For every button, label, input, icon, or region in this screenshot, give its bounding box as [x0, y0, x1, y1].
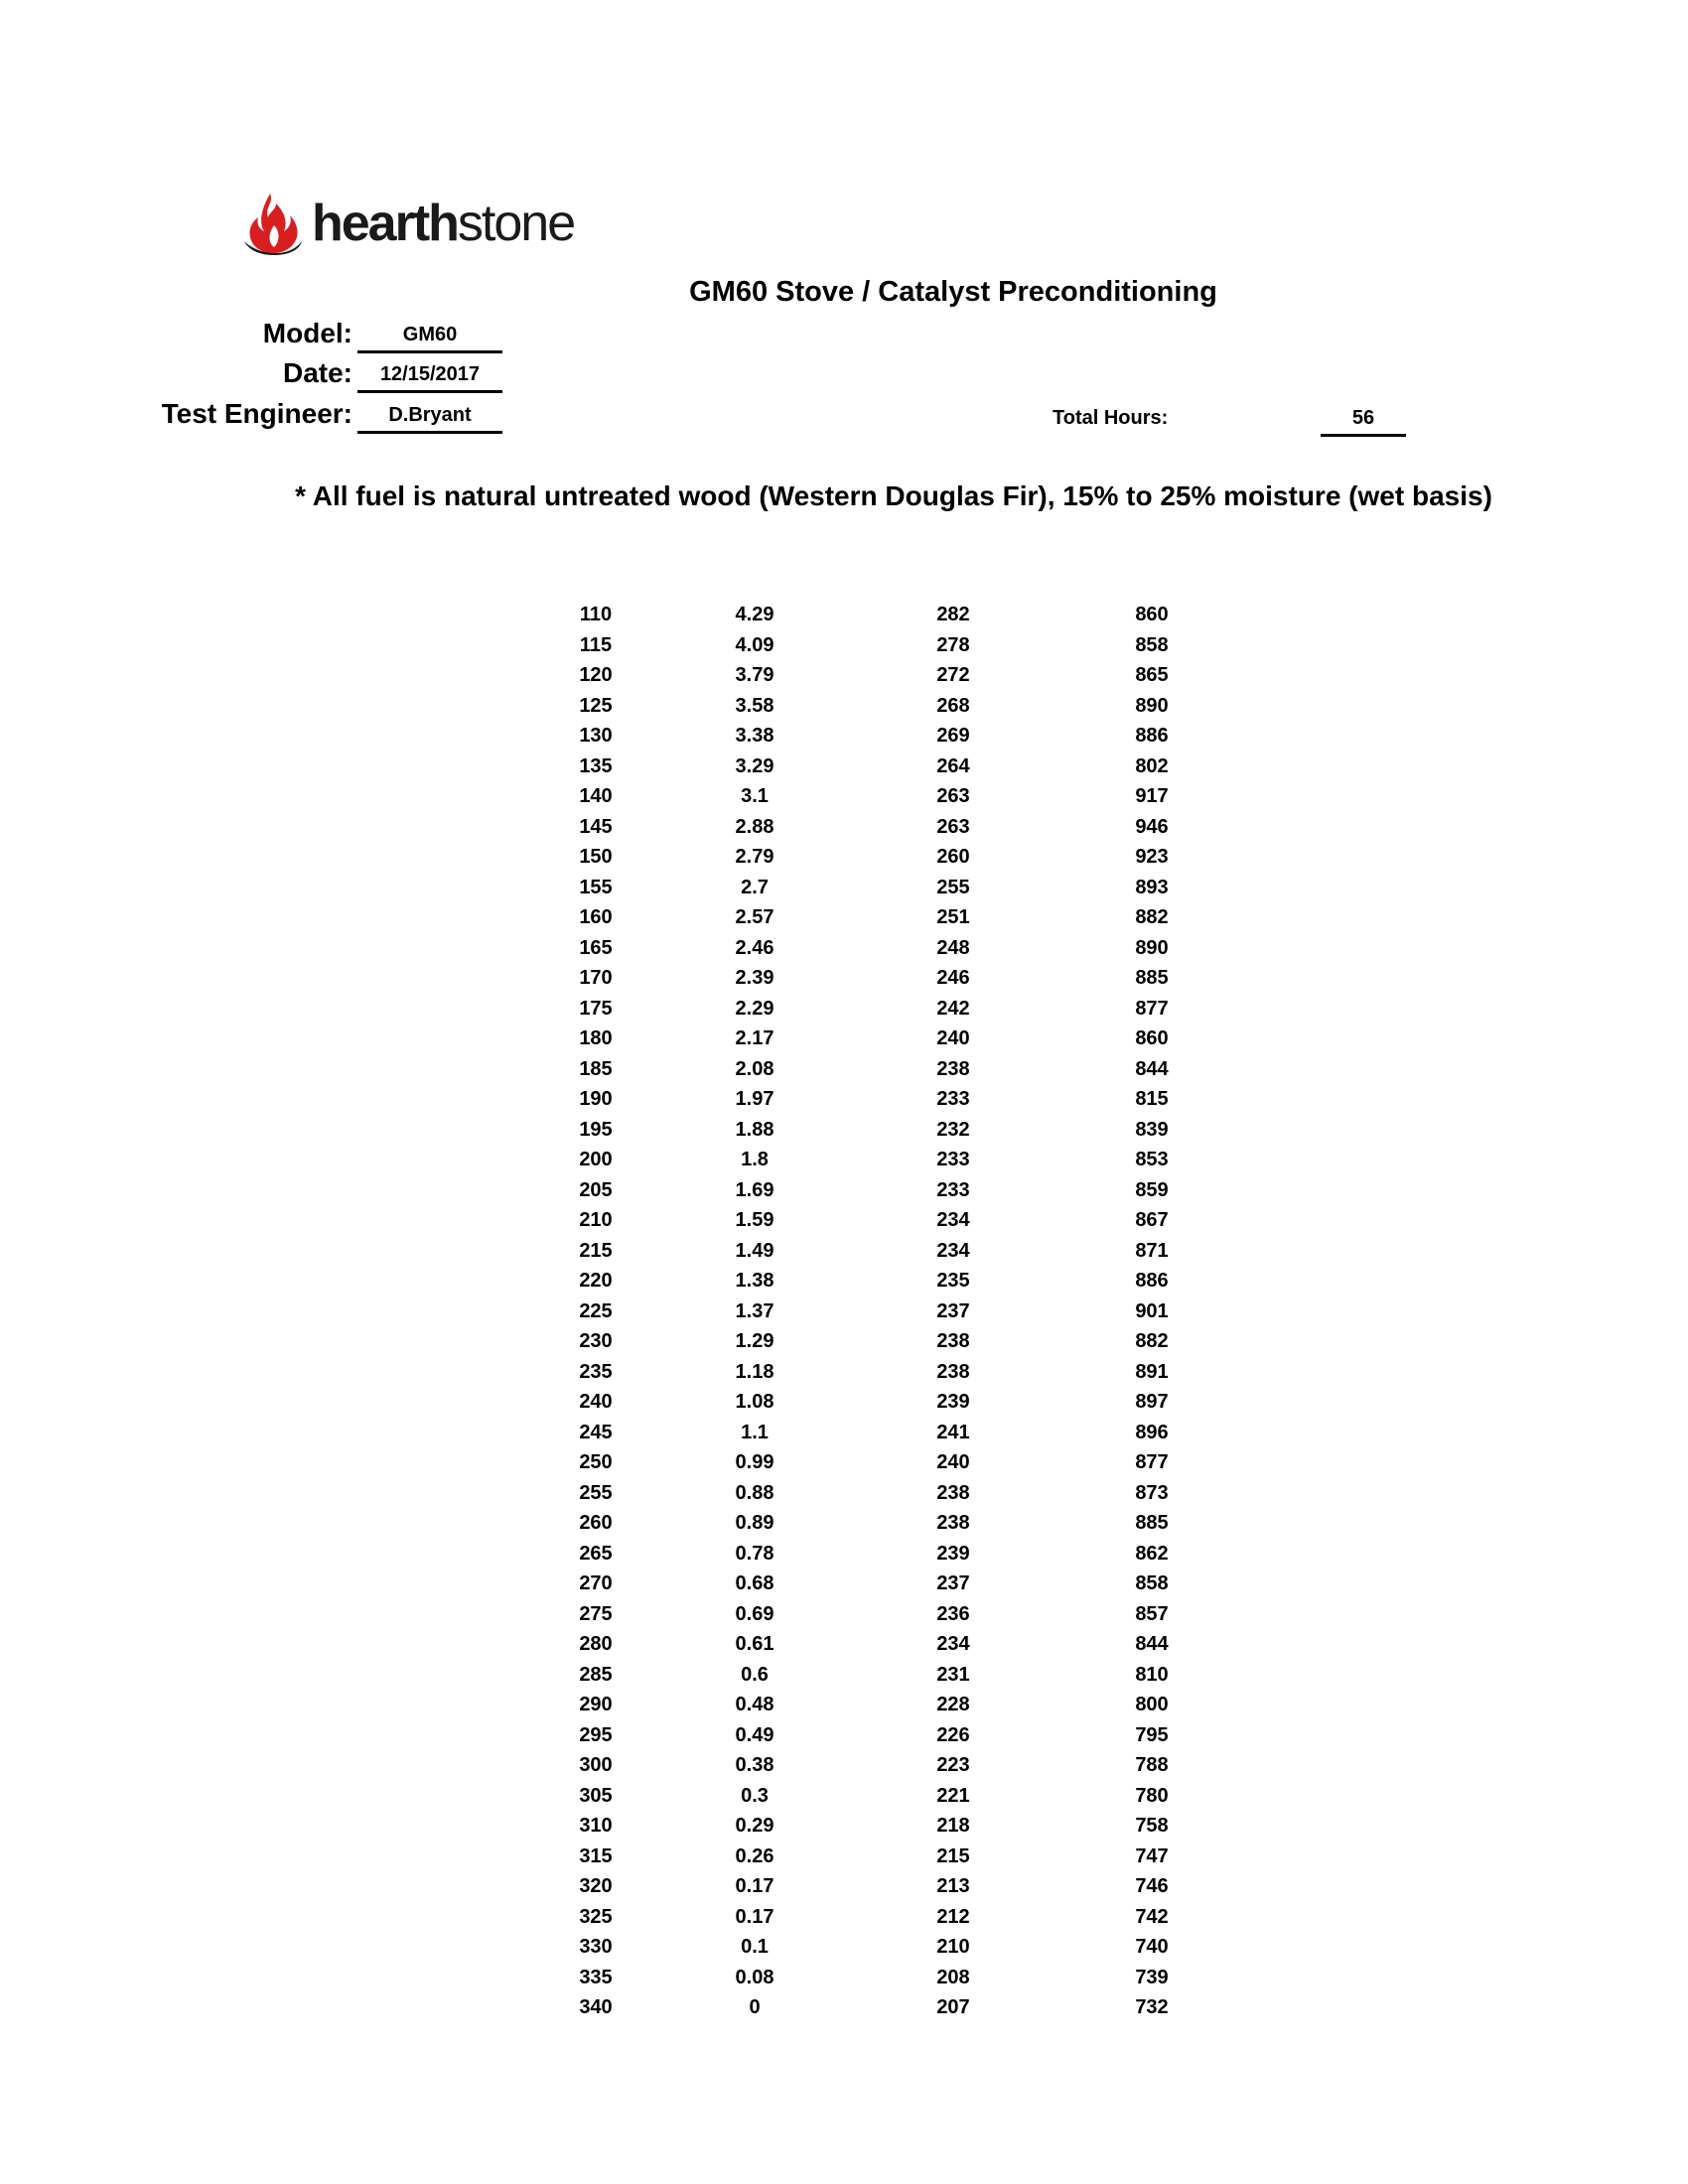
table-cell: 234: [936, 1633, 970, 1655]
test-engineer-label: Test Engineer:: [161, 398, 352, 429]
table-cell: 788: [1135, 1754, 1169, 1776]
table-cell: 278: [936, 633, 970, 656]
table-row: [536, 1871, 1251, 1902]
table-cell: 225: [579, 1299, 613, 1322]
table-cell: 0.49: [735, 1723, 774, 1746]
table-cell: 1.38: [735, 1270, 774, 1292]
table-row: [536, 902, 1251, 933]
table-cell: 155: [579, 876, 613, 898]
table-cell: 207: [936, 1996, 970, 2018]
table-cell: 250: [579, 1451, 613, 1473]
table-cell: 1.1: [741, 1421, 769, 1443]
table-cell: 120: [579, 664, 613, 686]
table-row: [536, 721, 1251, 751]
table-cell: 234: [936, 1239, 970, 1262]
table-cell: 285: [579, 1663, 613, 1686]
table-cell: 946: [1135, 815, 1169, 838]
table-cell: 210: [936, 1936, 970, 1958]
table-cell: 2.79: [735, 846, 774, 868]
table-cell: 160: [579, 906, 613, 928]
table-cell: 264: [936, 754, 970, 777]
table-cell: 150: [579, 846, 613, 868]
table-cell: 238: [936, 1330, 970, 1352]
table-cell: 275: [579, 1602, 613, 1625]
table-cell: 860: [1135, 1027, 1169, 1049]
table-cell: 263: [936, 815, 970, 838]
table-row: [536, 1357, 1251, 1388]
table-cell: 190: [579, 1088, 613, 1110]
table-cell: 208: [936, 1966, 970, 1988]
table-cell: 295: [579, 1723, 613, 1746]
table-cell: 897: [1135, 1391, 1169, 1413]
table-cell: 865: [1135, 664, 1169, 686]
table-cell: 235: [936, 1270, 970, 1292]
table-cell: 0.1: [741, 1936, 769, 1958]
table-cell: 238: [936, 1360, 970, 1383]
table-row: [536, 1932, 1251, 1963]
table-cell: 212: [936, 1905, 970, 1928]
table-cell: 890: [1135, 694, 1169, 717]
table-row: [536, 1297, 1251, 1327]
table-cell: 238: [936, 1057, 970, 1080]
table-row: [536, 660, 1251, 691]
table-cell: 795: [1135, 1723, 1169, 1746]
table-row: [536, 1690, 1251, 1720]
table-cell: 3.58: [735, 694, 774, 717]
table-cell: 0.88: [735, 1481, 774, 1504]
table-cell: 215: [579, 1239, 613, 1262]
table-cell: 310: [579, 1815, 613, 1837]
table-cell: 238: [936, 1512, 970, 1534]
table-cell: 877: [1135, 1451, 1169, 1473]
table-row: [536, 1508, 1251, 1539]
table-cell: 230: [579, 1330, 613, 1352]
table-cell: 0.29: [735, 1815, 774, 1837]
table-cell: 740: [1135, 1936, 1169, 1958]
table-cell: 135: [579, 754, 613, 777]
table-cell: 4.29: [735, 604, 774, 625]
table-row: [536, 873, 1251, 903]
table-cell: 923: [1135, 846, 1169, 868]
table-row: [536, 1175, 1251, 1206]
table-cell: 1.08: [735, 1391, 774, 1413]
table-cell: 746: [1135, 1875, 1169, 1897]
table-row: [536, 1750, 1251, 1781]
date-value: 12/15/2017: [357, 363, 502, 393]
table-cell: 140: [579, 785, 613, 807]
table-row: [536, 1992, 1251, 2023]
table-cell: 335: [579, 1966, 613, 1988]
table-cell: 882: [1135, 1330, 1169, 1352]
total-hours-value: 56: [1321, 407, 1406, 437]
table-cell: 0.99: [735, 1451, 774, 1473]
table-cell: 305: [579, 1784, 613, 1807]
table-cell: 893: [1135, 876, 1169, 898]
table-cell: 228: [936, 1694, 970, 1715]
table-row: [536, 1266, 1251, 1297]
table-row: [536, 1145, 1251, 1175]
table-cell: 857: [1135, 1602, 1169, 1625]
table-cell: 315: [579, 1844, 613, 1867]
table-cell: 242: [936, 997, 970, 1020]
table-cell: 732: [1135, 1996, 1169, 2018]
table-cell: 844: [1135, 1633, 1169, 1655]
table-cell: 263: [936, 785, 970, 807]
fuel-note: * All fuel is natural untreated wood (Western Douglas Fir), 15% to 25% moisture (wet basis): [295, 480, 1492, 511]
table-cell: 858: [1135, 1572, 1169, 1594]
table-cell: 885: [1135, 967, 1169, 989]
table-row: [536, 994, 1251, 1024]
table-cell: 3.38: [735, 725, 774, 747]
table-cell: 205: [579, 1178, 613, 1201]
table-cell: 0.3: [741, 1784, 769, 1807]
table-row: [536, 1115, 1251, 1146]
table-cell: 270: [579, 1572, 613, 1594]
table-cell: 170: [579, 967, 613, 989]
table-cell: 2.39: [735, 967, 774, 989]
table-cell: 739: [1135, 1966, 1169, 1988]
model-label: Model:: [262, 318, 352, 348]
table-cell: 860: [1135, 604, 1169, 625]
table-cell: 180: [579, 1027, 613, 1049]
table-cell: 215: [936, 1844, 970, 1867]
table-row: [536, 1842, 1251, 1872]
table-cell: 238: [936, 1481, 970, 1504]
table-cell: 213: [936, 1875, 970, 1897]
table-cell: 839: [1135, 1118, 1169, 1141]
table-cell: 844: [1135, 1057, 1169, 1080]
table-cell: 300: [579, 1754, 613, 1776]
table-cell: 859: [1135, 1178, 1169, 1201]
table-cell: 0: [749, 1996, 761, 2018]
table-cell: 886: [1135, 1270, 1169, 1292]
flame-icon: [240, 192, 308, 255]
table-cell: 2.29: [735, 997, 774, 1020]
table-cell: 185: [579, 1057, 613, 1080]
date-label: Date:: [282, 357, 352, 388]
table-cell: 1.18: [735, 1360, 774, 1383]
table-row: [536, 1539, 1251, 1570]
table-row: [536, 842, 1251, 873]
table-cell: 272: [936, 664, 970, 686]
table-cell: 1.88: [735, 1118, 774, 1141]
table-row: [536, 1418, 1251, 1448]
table-cell: 901: [1135, 1299, 1169, 1322]
table-cell: 0.61: [735, 1633, 774, 1655]
table-cell: 130: [579, 725, 613, 747]
table-cell: 235: [579, 1360, 613, 1383]
table-cell: 3.79: [735, 664, 774, 686]
table-cell: 2.46: [735, 936, 774, 959]
table-cell: 0.6: [741, 1663, 769, 1686]
table-cell: 218: [936, 1815, 970, 1837]
table-cell: 4.09: [735, 633, 774, 656]
table-cell: 891: [1135, 1360, 1169, 1383]
page-title: GM60 Stove / Catalyst Preconditioning: [689, 276, 1217, 308]
table-cell: 853: [1135, 1149, 1169, 1170]
table-cell: 236: [936, 1602, 970, 1625]
table-cell: 917: [1135, 785, 1169, 807]
table-cell: 340: [579, 1996, 613, 2018]
table-cell: 3.29: [735, 754, 774, 777]
table-cell: 800: [1135, 1694, 1169, 1715]
table-cell: 290: [579, 1694, 613, 1715]
table-cell: 240: [936, 1451, 970, 1473]
table-row: [536, 630, 1251, 661]
table-cell: 877: [1135, 997, 1169, 1020]
table-cell: 747: [1135, 1844, 1169, 1867]
table-cell: 1.29: [735, 1330, 774, 1352]
table-row: [536, 751, 1251, 782]
table-cell: 1.8: [741, 1149, 769, 1170]
table-cell: 0.17: [735, 1905, 774, 1928]
table-row: [536, 1024, 1251, 1054]
model-value: GM60: [357, 324, 502, 353]
table-cell: 886: [1135, 725, 1169, 747]
table-cell: 248: [936, 936, 970, 959]
table-cell: 2.57: [735, 906, 774, 928]
table-cell: 1.37: [735, 1299, 774, 1322]
table-cell: 2.88: [735, 815, 774, 838]
table-cell: 234: [936, 1209, 970, 1231]
table-cell: 245: [579, 1421, 613, 1443]
table-cell: 0.08: [735, 1966, 774, 1988]
table-cell: 241: [936, 1421, 970, 1443]
table-cell: 2.08: [735, 1057, 774, 1080]
table-cell: 260: [936, 846, 970, 868]
table-row: [536, 1387, 1251, 1418]
table-cell: 742: [1135, 1905, 1169, 1928]
hearthstone-logo: [240, 189, 574, 258]
table-cell: 269: [936, 725, 970, 747]
table-cell: 226: [936, 1723, 970, 1746]
table-cell: 239: [936, 1391, 970, 1413]
table-cell: 815: [1135, 1088, 1169, 1110]
table-cell: 255: [936, 876, 970, 898]
table-cell: 280: [579, 1633, 613, 1655]
table-row: [536, 691, 1251, 722]
table-cell: 3.1: [741, 785, 769, 807]
table-cell: 265: [579, 1542, 613, 1565]
table-row: [536, 933, 1251, 964]
table-cell: 2.7: [741, 876, 769, 898]
table-cell: 232: [936, 1118, 970, 1141]
table-row: [536, 1447, 1251, 1478]
table-cell: 867: [1135, 1209, 1169, 1231]
table-cell: 125: [579, 694, 613, 717]
table-cell: 1.97: [735, 1088, 774, 1110]
table-cell: 145: [579, 815, 613, 838]
table-cell: 1.49: [735, 1239, 774, 1262]
table-row: [536, 812, 1251, 843]
table-row: [536, 1660, 1251, 1691]
table-row: [536, 1902, 1251, 1933]
table-cell: 0.69: [735, 1602, 774, 1625]
table-cell: 220: [579, 1270, 613, 1292]
table-cell: 210: [579, 1209, 613, 1231]
table-cell: 320: [579, 1875, 613, 1897]
table-cell: 175: [579, 997, 613, 1020]
table-cell: 195: [579, 1118, 613, 1141]
table-row: [536, 781, 1251, 812]
table-cell: 246: [936, 967, 970, 989]
table-cell: 0.26: [735, 1844, 774, 1867]
table-cell: 873: [1135, 1481, 1169, 1504]
table-cell: 325: [579, 1905, 613, 1928]
table-cell: 0.78: [735, 1542, 774, 1565]
table-cell: 223: [936, 1754, 970, 1776]
table-cell: 896: [1135, 1421, 1169, 1443]
table-cell: 2.17: [735, 1027, 774, 1049]
table-row: [536, 1054, 1251, 1085]
table-cell: 233: [936, 1149, 970, 1170]
logo-text-light: stone: [457, 195, 575, 252]
table-cell: 239: [936, 1542, 970, 1565]
table-cell: 221: [936, 1784, 970, 1807]
table-cell: 260: [579, 1512, 613, 1534]
table-cell: 871: [1135, 1239, 1169, 1262]
table-row: [536, 1084, 1251, 1115]
table-cell: 0.48: [735, 1694, 774, 1715]
table-cell: 237: [936, 1572, 970, 1594]
table-row: [536, 1811, 1251, 1842]
table-row: [536, 963, 1251, 994]
table-row: [536, 1720, 1251, 1751]
data-table-body: [536, 600, 1251, 2023]
table-row: [536, 1629, 1251, 1660]
table-cell: 233: [936, 1088, 970, 1110]
table-cell: 268: [936, 694, 970, 717]
table-row: [536, 1599, 1251, 1630]
table-cell: 200: [579, 1149, 613, 1170]
table-cell: 237: [936, 1299, 970, 1322]
table-cell: 165: [579, 936, 613, 959]
table-cell: 858: [1135, 633, 1169, 656]
table-cell: 890: [1135, 936, 1169, 959]
table-row: [536, 1569, 1251, 1599]
table-row: [536, 1781, 1251, 1812]
table-cell: 282: [936, 604, 970, 625]
table-cell: 802: [1135, 754, 1169, 777]
table-cell: 0.68: [735, 1572, 774, 1594]
table-cell: 330: [579, 1936, 613, 1958]
table-cell: 780: [1135, 1784, 1169, 1807]
total-hours-label: Total Hours:: [1053, 407, 1169, 429]
table-cell: 255: [579, 1481, 613, 1504]
logo-text-bold: hearth: [312, 195, 458, 252]
test-engineer-value: D.Bryant: [357, 404, 502, 434]
table-cell: 251: [936, 906, 970, 928]
table-cell: 0.17: [735, 1875, 774, 1897]
table-cell: 758: [1135, 1815, 1169, 1837]
table-row: [536, 1236, 1251, 1267]
table-cell: 862: [1135, 1542, 1169, 1565]
table-cell: 231: [936, 1663, 970, 1686]
table-cell: 115: [579, 633, 613, 656]
table-row: [536, 1478, 1251, 1509]
table-cell: 0.38: [735, 1754, 774, 1776]
table-cell: 882: [1135, 906, 1169, 928]
table-cell: 240: [579, 1391, 613, 1413]
table-row: [536, 1205, 1251, 1236]
table-cell: 1.59: [735, 1209, 774, 1231]
table-cell: 885: [1135, 1512, 1169, 1534]
table-cell: 1.69: [735, 1178, 774, 1201]
table-cell: 0.89: [735, 1512, 774, 1534]
table-row: [536, 1326, 1251, 1357]
table-row: [536, 600, 1251, 630]
table-cell: 810: [1135, 1663, 1169, 1686]
table-cell: 233: [936, 1178, 970, 1201]
table-row: [536, 1963, 1251, 1993]
table-cell: 240: [936, 1027, 970, 1049]
data-table: [536, 600, 1251, 2023]
logo-wordmark: [312, 195, 575, 252]
table-cell: 110: [579, 604, 613, 625]
